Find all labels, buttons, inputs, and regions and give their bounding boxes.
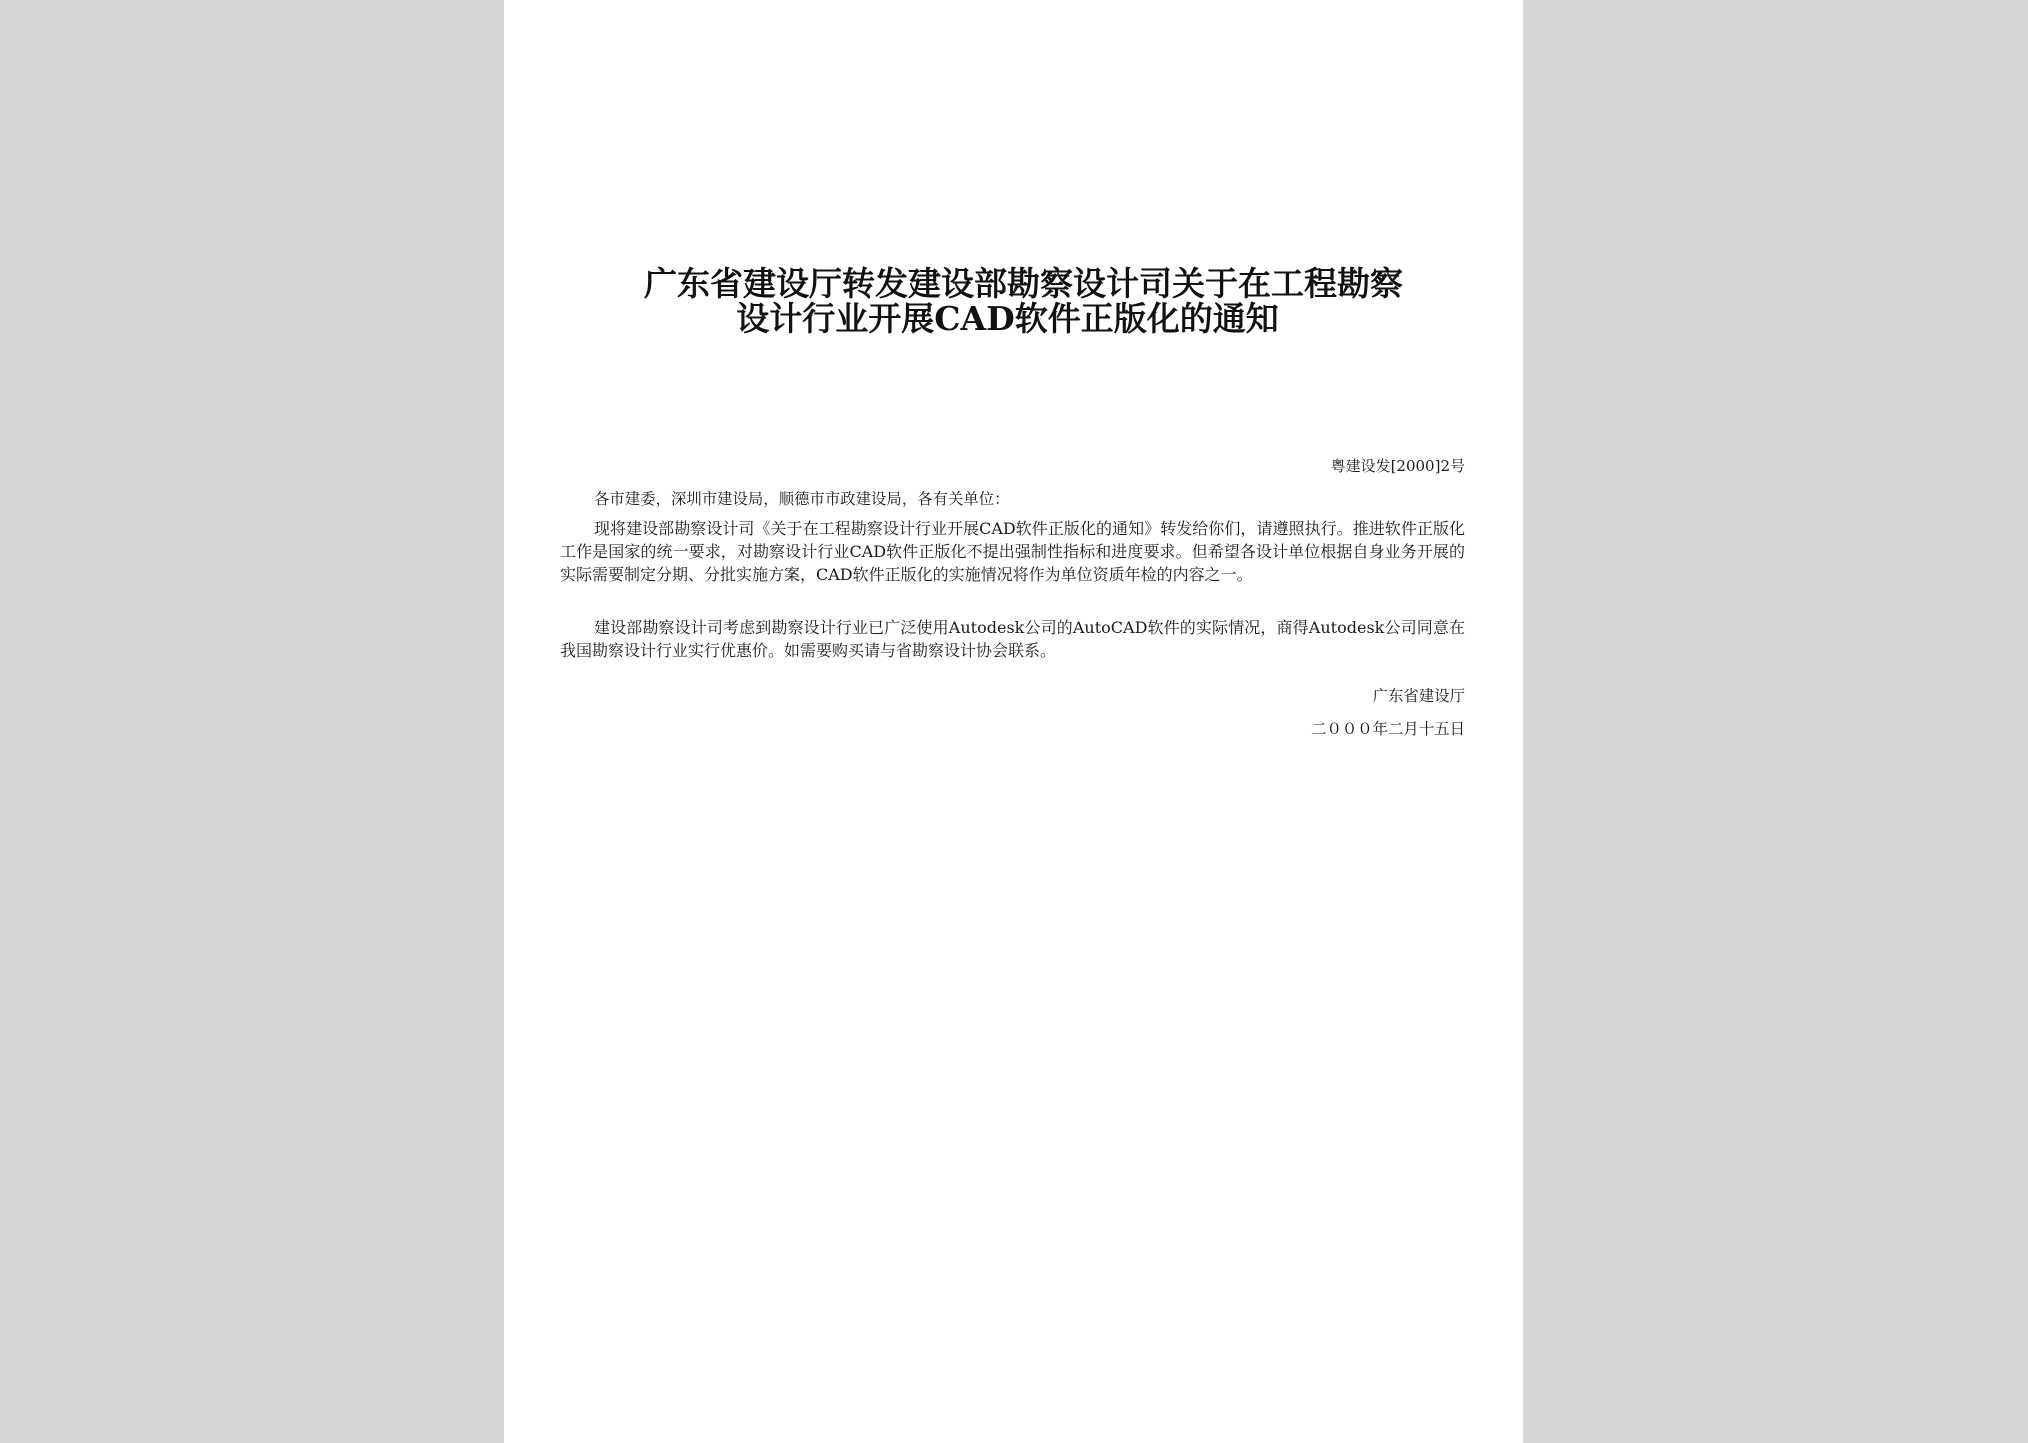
document-title-line-2: 设计行业开展CAD软件正版化的通知 <box>736 299 1279 338</box>
document-title-line-1: 广东省建设厅转发建设部勘察设计司关于在工程勘察 <box>644 264 1403 303</box>
paragraph-1: 现将建设部勘察设计司《关于在工程勘察设计行业开展CAD软件正版化的通知》转发给你们，请遵照执行。推进软件正版化工作是国家的统一要求，对勘察设计行业CAD软件正版化不提出强制性指标和进度要求。但希望各设计单位根据自身业务开展的实际需要制定分期、分批实施方案，CAD软件正版化的实施情况将作为单位资质年检的内容之一。 <box>560 519 1465 584</box>
document-number: 粤建设发[2000]2号 <box>1330 457 1465 475</box>
signature-organization: 广东省建设厅 <box>1372 687 1465 705</box>
document-page <box>504 0 1523 1443</box>
salutation: 各市建委，深圳市建设局，顺德市市政建设局，各有关单位： <box>594 490 1010 508</box>
signature-date: 二０００年二月十五日 <box>1311 720 1465 738</box>
paragraph-2: 建设部勘察设计司考虑到勘察设计行业已广泛使用Autodesk公司的AutoCAD软件的实际情况，商得Autodesk公司同意在我国勘察设计行业实行优惠价。如需要购买请与省勘察设计协会联系。 <box>560 618 1465 660</box>
